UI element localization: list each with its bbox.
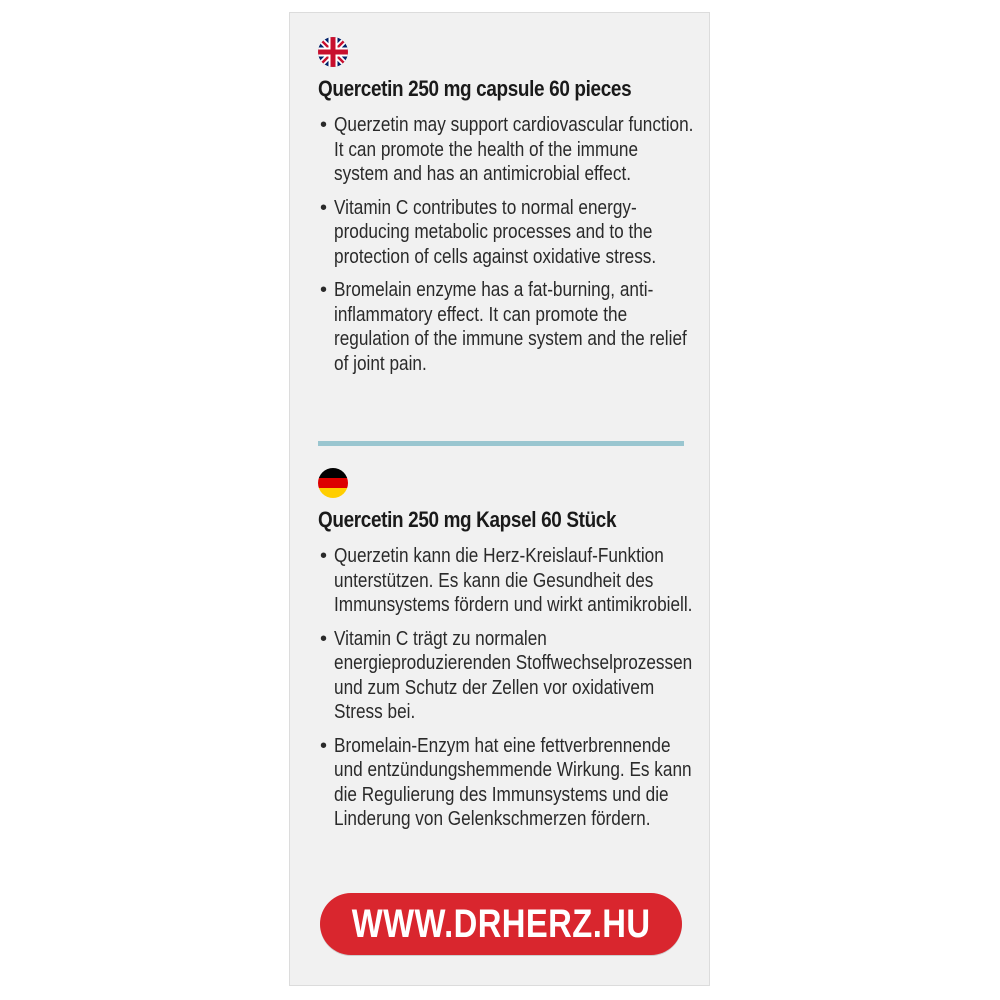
uk-flag-icon [318, 37, 348, 67]
list-item: • Querzetin kann die Herz-Kreislauf-Funktion unterstützen. Es kann die Gesundheit des Immunsystems fördern und wirkt antimikrobiell. [320, 545, 693, 616]
german-section [318, 468, 698, 841]
german-benefits-list [318, 544, 698, 832]
list-item: • Vitamin C contributes to normal energy-producing metabolic processes and to the protection of cells against oxidative stress. [320, 196, 657, 268]
section-divider [318, 441, 684, 446]
german-product-title: Quercetin 250 mg Kapsel 60 Stück [318, 507, 617, 532]
english-benefits-list [318, 113, 698, 376]
list-item: • Querzetin may support cardiovascular function. It can promote the health of the immune system and has an antimicrobial effect. [320, 114, 694, 185]
english-section [318, 37, 698, 385]
website-url-label: WWW.DRHERZ.HU [351, 901, 651, 946]
list-item: • Bromelain enzyme has a fat-burning, anti-inflammatory effect. It can promote the regulation of the immune system and the relief of joint pain. [320, 279, 687, 375]
germany-flag-icon [318, 468, 348, 498]
list-item: • Bromelain-Enzym hat eine fettverbrennende und entzündungshemmende Wirkung. Es kann die Regulierung des Immunsystems und die Linderung von Gelenkschmerzen fördern. [320, 734, 692, 830]
english-product-title: Quercetin 250 mg capsule 60 pieces [318, 76, 632, 101]
product-info-panel [289, 12, 710, 986]
website-link-button[interactable] [320, 893, 682, 955]
list-item: • Vitamin C trägt zu normalen energieproduzierenden Stoffwechselprozessen und zum Schutz der Zellen vor oxidativem Stress bei. [320, 627, 693, 723]
